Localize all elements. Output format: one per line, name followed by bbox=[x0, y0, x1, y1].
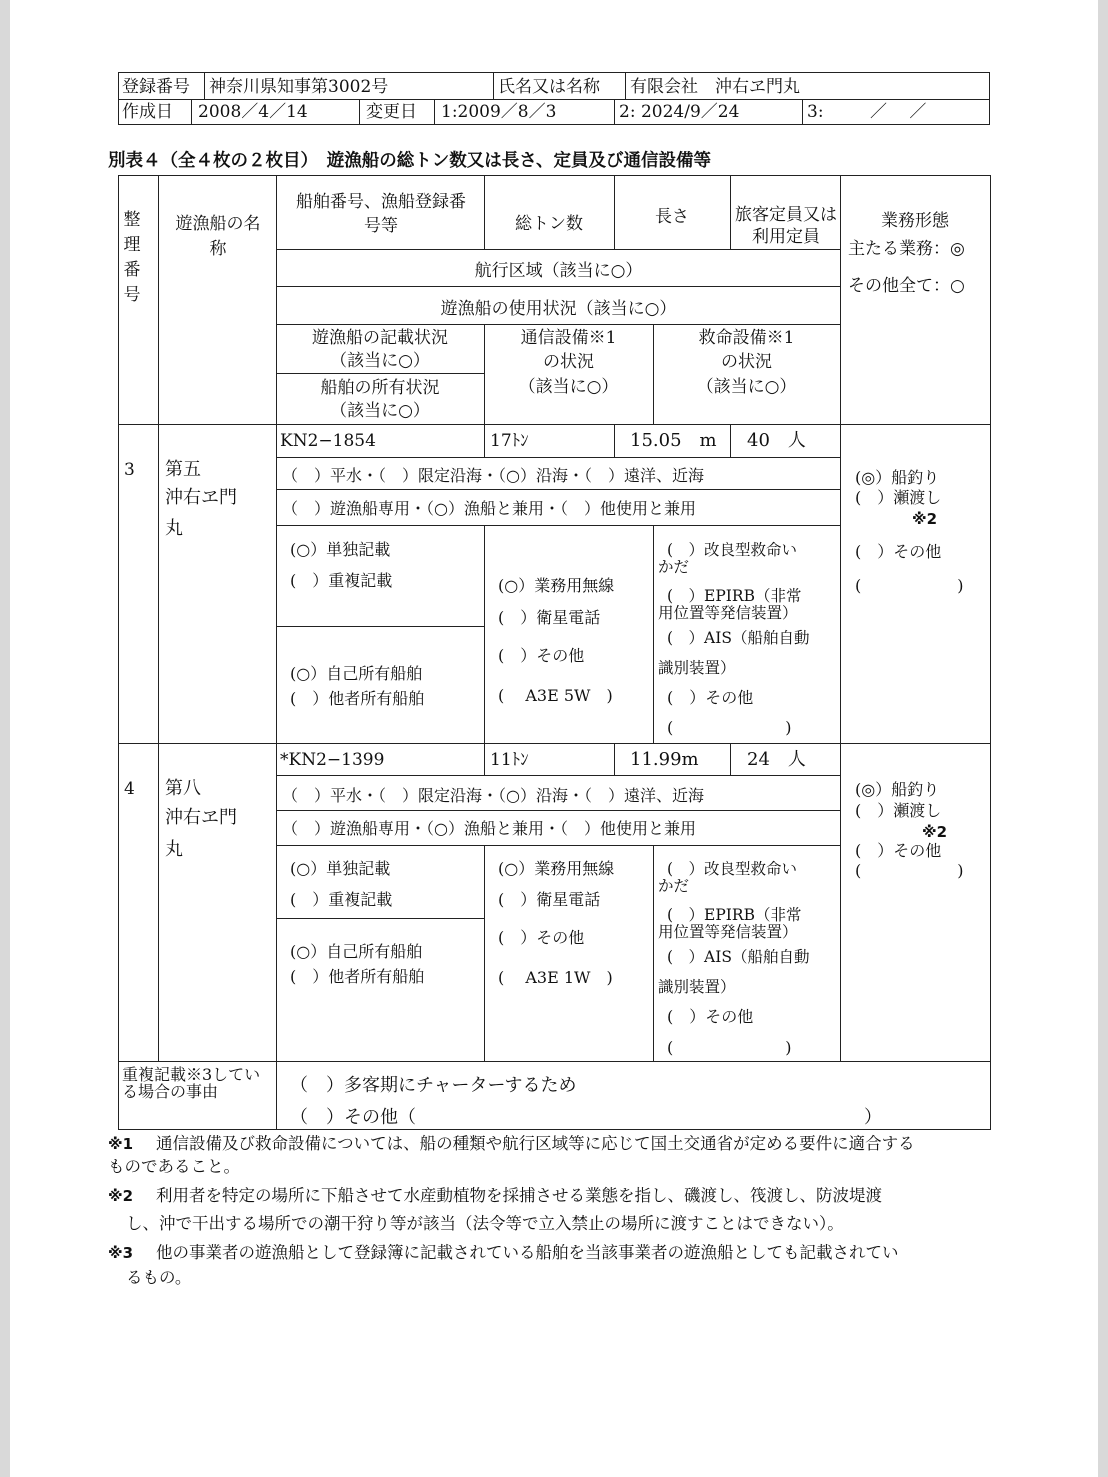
usage-status: （ ）遊漁船専用・（○）漁船と兼用・（ ）他使用と兼用 bbox=[282, 499, 696, 518]
navigation-area: （ ）平水・（ ）限定沿海・（○）沿海・（ ）遠洋、近海 bbox=[282, 466, 704, 485]
life-ais: ( ）AIS（船舶自動 bbox=[667, 629, 810, 647]
length: 15.05 m bbox=[630, 430, 717, 451]
col-header-capacity: 旅客定員又は利用定員 bbox=[735, 205, 837, 247]
change-2: 2: 2024/9／24 bbox=[619, 102, 740, 122]
created-label: 作成日 bbox=[122, 102, 173, 122]
business-other-detail: ( ) bbox=[855, 576, 964, 595]
change-1: 1:2009／8／3 bbox=[441, 102, 557, 122]
comm-other: ( ）その他 bbox=[498, 646, 585, 665]
created-value: 2008／4／14 bbox=[198, 102, 308, 122]
note-2-mark: ※2 bbox=[108, 1187, 134, 1205]
life-ais-cont: 識別装置） bbox=[658, 659, 736, 677]
note-3-line2: るもの。 bbox=[126, 1268, 192, 1287]
business-other-detail: ( ) bbox=[855, 861, 964, 880]
life-other-detail: ( ) bbox=[667, 1038, 792, 1057]
comm-spec: ( A3E 5W ) bbox=[498, 686, 613, 705]
capacity: 24 人 bbox=[747, 749, 806, 770]
row-no: 4 bbox=[124, 779, 135, 799]
duplicate-reason-charter: （ ）多客期にチャーターするため bbox=[290, 1075, 577, 1096]
col-header-reg-no: 船舶番号、漁船登録番号等 bbox=[296, 192, 466, 236]
document-page bbox=[10, 0, 1098, 1477]
col-header-business: 業務形態 bbox=[881, 211, 949, 231]
comm-other: ( ）その他 bbox=[498, 928, 585, 947]
note-1-line2: ものであること。 bbox=[108, 1157, 240, 1176]
life-raft-cont: かだ bbox=[658, 877, 690, 895]
col-header-business-other: その他全て：○ bbox=[848, 276, 965, 296]
life-other: ( ）その他 bbox=[667, 1007, 754, 1026]
life-epirb-cont: 用位置等発信装置） bbox=[658, 923, 798, 941]
note-2-line1: 利用者を特定の場所に下船させて水産動植物を採捕させる業態を指し、磯渡し、筏渡し、防波堤渡 bbox=[156, 1186, 882, 1205]
col-header-life-status: の状況 bbox=[721, 352, 772, 372]
comm-satellite: ( ）衛星電話 bbox=[498, 890, 601, 909]
reg-value: 神奈川県知事第3002号 bbox=[209, 77, 389, 97]
changed-label: 変更日 bbox=[366, 102, 417, 122]
business-other: ( ）その他 bbox=[855, 542, 942, 561]
change-3: 3: bbox=[807, 102, 824, 122]
col-header-no: 整理番号 bbox=[123, 210, 141, 305]
record-duplicate: ( ）重複記載 bbox=[290, 571, 393, 590]
reg-no: *KN2−1399 bbox=[280, 750, 385, 770]
record-single: (○）単独記載 bbox=[290, 540, 391, 559]
owner-self: (○）自己所有船舶 bbox=[290, 664, 423, 683]
note-2-line2: し、沖で干出する場所での潮干狩り等が該当（法令等で立入禁止の場所に渡すことはできない）。 bbox=[126, 1214, 844, 1233]
col-header-record: 遊漁船の記載状況 bbox=[312, 328, 448, 348]
life-raft-cont: かだ bbox=[658, 558, 690, 576]
change-3-date: ／ ／ bbox=[870, 102, 927, 122]
reg-label: 登録番号 bbox=[122, 77, 190, 97]
comm-spec: ( A3E 1W ) bbox=[498, 968, 613, 987]
record-duplicate: ( ）重複記載 bbox=[290, 890, 393, 909]
owner-other: ( ）他者所有船舶 bbox=[290, 967, 425, 986]
boat-name-line2: 沖右ヱ門 bbox=[165, 807, 237, 828]
life-epirb: ( ）EPIRB（非常 bbox=[667, 906, 802, 924]
note-3-mark: ※3 bbox=[108, 1244, 134, 1262]
life-other: ( ）その他 bbox=[667, 688, 754, 707]
comm-radio: (○）業務用無線 bbox=[498, 576, 615, 595]
col-header-usage: 遊漁船の使用状況（該当に○） bbox=[440, 299, 677, 319]
boat-name-line3: 丸 bbox=[165, 518, 183, 539]
length: 11.99m bbox=[630, 749, 699, 770]
life-other-detail: ( ) bbox=[667, 718, 792, 737]
business-note: ※2 bbox=[912, 510, 938, 528]
col-header-comm-status: の状況 bbox=[543, 352, 594, 372]
name-label: 氏名又は名称 bbox=[498, 77, 600, 97]
note-3-line1: 他の事業者の遊漁船として登録簿に記載されている船舶を当該事業者の遊漁船としても記載されてい bbox=[156, 1243, 899, 1262]
col-header-comm: 通信設備※1 bbox=[520, 328, 617, 348]
duplicate-reason-other-close: ） bbox=[864, 1107, 882, 1128]
business-fishing: (◎）船釣り bbox=[855, 468, 940, 487]
col-header-record-note: （該当に○） bbox=[330, 351, 430, 371]
col-header-owner: 船舶の所有状況 bbox=[320, 378, 440, 398]
business-other: ( ）その他 bbox=[855, 841, 942, 860]
business-fishing: (◎）船釣り bbox=[855, 780, 940, 799]
business-note: ※2 bbox=[922, 823, 948, 841]
row-no: 3 bbox=[124, 460, 135, 480]
col-header-length: 長さ bbox=[655, 207, 689, 227]
col-header-life: 救命設備※1 bbox=[698, 328, 795, 348]
name-value: 有限会社 沖右ヱ門丸 bbox=[630, 77, 800, 97]
life-raft: ( ）改良型救命い bbox=[667, 541, 798, 559]
capacity: 40 人 bbox=[747, 430, 806, 451]
boat-name-line1: 第五 bbox=[165, 459, 201, 480]
comm-satellite: ( ）衛星電話 bbox=[498, 608, 601, 627]
life-ais: ( ）AIS（船舶自動 bbox=[667, 948, 810, 966]
col-header-area: 航行区域（該当に○） bbox=[474, 261, 643, 281]
col-header-boat-name: 遊漁船の名称 bbox=[175, 214, 261, 259]
duplicate-reason-other: （ ）その他（ bbox=[290, 1107, 416, 1128]
duplicate-reason-label: 重複記載※3している場合の事由 bbox=[122, 1065, 261, 1101]
tonnage: 17ﾄﾝ bbox=[490, 431, 529, 451]
life-ais-cont: 識別装置） bbox=[658, 978, 736, 996]
col-header-life-note: （該当に○） bbox=[696, 377, 797, 397]
navigation-area: （ ）平水・（ ）限定沿海・（○）沿海・（ ）遠洋、近海 bbox=[282, 786, 704, 805]
boat-name-line1: 第八 bbox=[165, 778, 201, 799]
page-title: 別表４（全４枚の２枚目） 遊漁船の総トン数又は長さ、定員及び通信設備等 bbox=[108, 151, 712, 171]
note-1-line1: 通信設備及び救命設備については、船の種類や航行区域等に応じて国土交通省が定める要件に適合する bbox=[156, 1134, 915, 1153]
owner-other: ( ）他者所有船舶 bbox=[290, 689, 425, 708]
life-epirb-cont: 用位置等発信装置） bbox=[658, 604, 798, 622]
business-ferry: ( ）瀬渡し bbox=[855, 488, 942, 507]
owner-self: (○）自己所有船舶 bbox=[290, 942, 423, 961]
col-header-owner-note: （該当に○） bbox=[330, 401, 430, 421]
life-epirb: ( ）EPIRB（非常 bbox=[667, 587, 802, 605]
boat-name-line3: 丸 bbox=[165, 839, 183, 860]
comm-radio: (○）業務用無線 bbox=[498, 859, 615, 878]
col-header-business-main: 主たる業務：◎ bbox=[848, 239, 965, 259]
record-single: (○）単独記載 bbox=[290, 859, 391, 878]
business-ferry: ( ）瀬渡し bbox=[855, 801, 942, 820]
tonnage: 11ﾄﾝ bbox=[490, 750, 529, 770]
note-1-mark: ※1 bbox=[108, 1135, 134, 1153]
boat-name-line2: 沖右ヱ門 bbox=[165, 487, 237, 508]
usage-status: （ ）遊漁船専用・（○）漁船と兼用・（ ）他使用と兼用 bbox=[282, 819, 696, 838]
reg-no: KN2−1854 bbox=[280, 431, 376, 451]
col-header-tonnage: 総トン数 bbox=[515, 214, 583, 234]
life-raft: ( ）改良型救命い bbox=[667, 860, 798, 878]
col-header-comm-note: （該当に○） bbox=[518, 377, 619, 397]
